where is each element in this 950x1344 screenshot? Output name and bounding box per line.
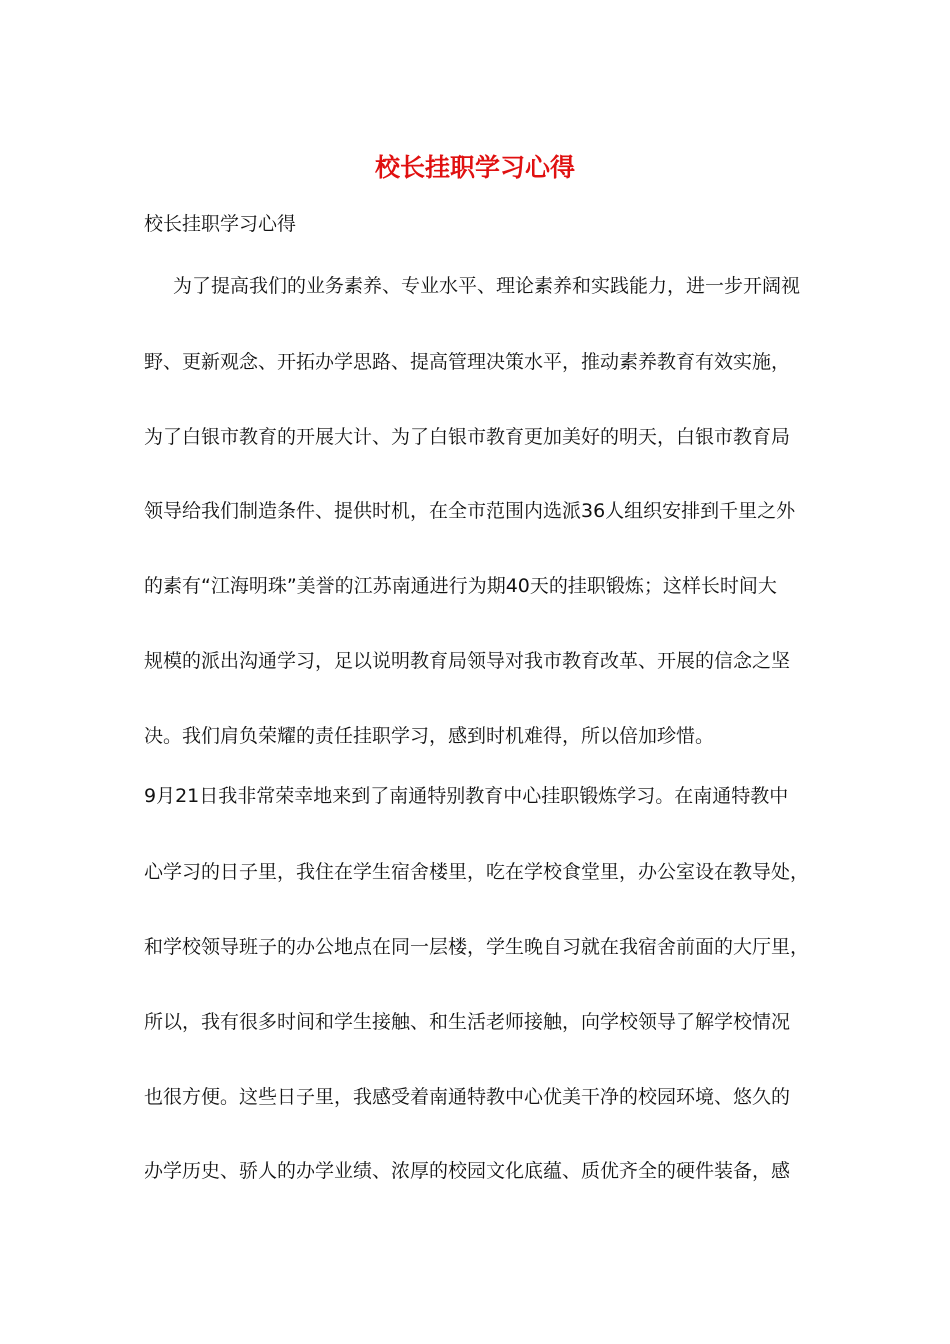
document-title: 校长挂职学习心得 — [374, 153, 575, 182]
paragraph-line: 9月21日我非常荣幸地来到了南通特别教育中心挂职锻炼学习。在南通特教中 — [144, 785, 789, 807]
paragraph-line: 和学校领导班子的办公地点在同一层楼，学生晚自习就在我宿舍前面的大厅里， — [144, 936, 810, 958]
paragraph-line: 心学习的日子里，我住在学生宿舍楼里，吃在学校食堂里，办公室设在教导处， — [144, 861, 810, 883]
paragraph-line: 为了白银市教育的开展大计、为了白银市教育更加美好的明天，白银市教育局 — [144, 426, 791, 448]
paragraph-line: 领导给我们制造条件、提供时机，在全市范围内选派36人组织安排到千里之外 — [144, 500, 796, 522]
paragraph-line: 为了提高我们的业务素养、专业水平、理论素养和实践能力，进一步开阔视 — [173, 275, 801, 297]
paragraph-line: 也很方便。这些日子里，我感受着南通特教中心优美干净的校园环境、悠久的 — [144, 1086, 791, 1108]
paragraph-line: 规模的派出沟通学习，足以说明教育局领导对我市教育改革、开展的信念之坚 — [144, 650, 791, 672]
paragraph-line: 决。我们肩负荣耀的责任挂职学习，感到时机难得，所以倍加珍惜。 — [144, 725, 715, 747]
paragraph-line: 野、更新观念、开拓办学思路、提高管理决策水平，推动素养教育有效实施， — [144, 351, 791, 373]
paragraph-line: 的素有“江海明珠”美誉的江苏南通进行为期40天的挂职锻炼；这样长时间大 — [144, 575, 777, 597]
paragraph-line: 所以，我有很多时间和学生接触、和生活老师接触，向学校领导了解学校情况 — [144, 1011, 791, 1033]
document-subtitle: 校长挂职学习心得 — [144, 213, 297, 235]
paragraph-line: 办学历史、骄人的办学业绩、浓厚的校园文化底蕴、质优齐全的硬件装备，感 — [144, 1160, 791, 1182]
